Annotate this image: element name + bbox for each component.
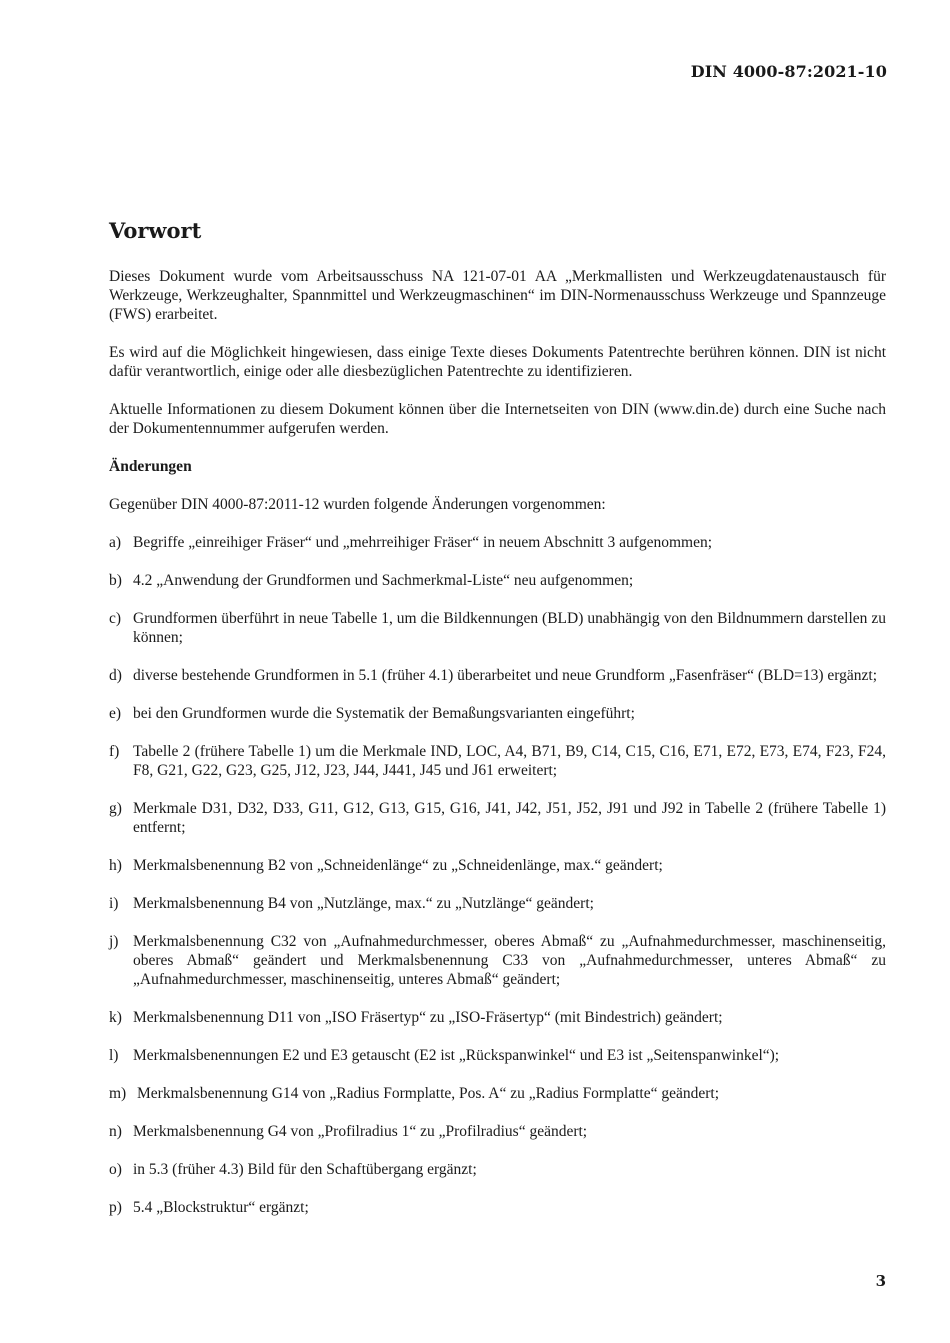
list-item-marker: d) <box>109 667 122 684</box>
list-item <box>109 1046 886 1065</box>
list-item <box>109 704 886 723</box>
list-item-marker: g) <box>109 800 122 817</box>
list-item-marker: c) <box>109 610 122 627</box>
list-item-text: Begriffe „einreihiger Fräser“ und „mehrreihiger Fräser“ in neuem Abschnitt 3 aufgenommen; <box>133 534 713 551</box>
list-item-text: Merkmale D31, D32, D33, G11, G12, G13, G15, G16, J41, J42, J51, J52, J91 und J92 in Tabelle 2 (frühere Tabelle 1) entfernt; <box>133 800 886 836</box>
list-item-marker: k) <box>109 1009 122 1026</box>
list-item-marker: e) <box>109 705 122 722</box>
list-item <box>109 1198 886 1217</box>
list-item-marker: i) <box>109 895 119 912</box>
list-item <box>109 932 886 989</box>
changes-list <box>109 533 886 1217</box>
list-item-marker: f) <box>109 743 120 760</box>
list-item-text: Merkmalsbenennung G14 von „Radius Formplatte, Pos. A“ zu „Radius Formplatte“ geändert; <box>137 1085 719 1102</box>
list-item-text: 4.2 „Anwendung der Grundformen und Sachmerkmal-Liste“ neu aufgenommen; <box>133 572 634 589</box>
list-item-text: Merkmalsbenennung C32 von „Aufnahmedurchmesser, oberes Abmaß“ zu „Aufnahmedurchmesser, maschinenseitig, oberes Abmaß“ geändert und Merkmalsbenennung C33 von „Aufnahmedurchmesser, unteres Abmaß“ zu „Aufnahmedurchmesser, maschinenseitig, unteres Abmaß“ geändert; <box>133 933 886 988</box>
list-item-text: diverse bestehende Grundformen in 5.1 (früher 4.1) überarbeitet und neue Grundform „Fasenfräser“ (BLD=13) ergänzt; <box>133 667 877 684</box>
list-item <box>109 742 886 780</box>
changes-heading: Änderungen <box>109 458 192 475</box>
list-item-text: Grundformen überführt in neue Tabelle 1, um die Bildkennungen (BLD) unabhängig von den Bildnummern darstellen zu können; <box>133 610 886 646</box>
changes-intro: Gegenüber DIN 4000-87:2011-12 wurden folgende Änderungen vorgenommen: <box>109 496 606 513</box>
list-item-text: bei den Grundformen wurde die Systematik der Bemaßungsvarianten eingeführt; <box>133 705 635 722</box>
list-item-marker: n) <box>109 1123 122 1140</box>
list-item <box>109 1160 886 1179</box>
list-item-marker: h) <box>109 857 122 874</box>
list-item-text: Merkmalsbenennung D11 von „ISO Fräsertyp“ zu „ISO-Fräsertyp“ (mit Bindestrich) geändert; <box>133 1009 723 1026</box>
list-item-marker: b) <box>109 572 122 589</box>
list-item <box>109 799 886 837</box>
page-content <box>109 216 886 1236</box>
list-item <box>109 571 886 590</box>
list-item-marker: a) <box>109 534 122 551</box>
list-item-marker: o) <box>109 1161 122 1178</box>
foreword-paragraph: Es wird auf die Möglichkeit hingewiesen, dass einige Texte dieses Dokuments Patentrechte berühren können. DIN ist nicht dafür verantwortlich, einige oder alle diesbezüglichen Patentrechte zu identifizieren. <box>109 344 886 380</box>
list-item-marker: m) <box>109 1085 127 1102</box>
list-item <box>109 533 886 552</box>
list-item-text: in 5.3 (früher 4.3) Bild für den Schaftübergang ergänzt; <box>133 1161 477 1178</box>
list-item-marker: p) <box>109 1199 122 1216</box>
list-item-text: Merkmalsbenennung B2 von „Schneidenlänge“ zu „Schneidenlänge, max.“ geändert; <box>133 857 663 874</box>
list-item <box>109 894 886 913</box>
list-item-marker: l) <box>109 1047 119 1064</box>
foreword-title: Vorwort <box>109 218 202 243</box>
list-item <box>109 609 886 647</box>
list-item-marker: j) <box>109 933 119 950</box>
list-item-text: Merkmalsbenennungen E2 und E3 getauscht (E2 ist „Rückspanwinkel“ und E3 ist „Seitenspanwinkel“); <box>133 1047 780 1064</box>
list-item-text: Merkmalsbenennung B4 von „Nutzlänge, max.“ zu „Nutzlänge“ geändert; <box>133 895 594 912</box>
list-item <box>109 666 886 685</box>
list-item <box>109 1122 886 1141</box>
page-number: 3 <box>875 1272 886 1290</box>
foreword-paragraph: Dieses Dokument wurde vom Arbeitsausschuss NA 121-07-01 AA „Merkmallisten und Werkzeugdatenaustausch für Werkzeuge, Werkzeughalter, Spannmittel und Werkzeugmaschinen“ im DIN-Normenausschuss Werkzeuge und Spannzeuge (FWS) erarbeitet. <box>109 268 886 323</box>
list-item <box>109 1008 886 1027</box>
list-item <box>109 1084 886 1103</box>
list-item-text: Tabelle 2 (frühere Tabelle 1) um die Merkmale IND, LOC, A4, B71, B9, C14, C15, C16, E71, E72, E73, E74, F23, F24, F8, G21, G22, G23, G25, J12, J23, J44, J441, J45 und J61 erweitert; <box>133 743 886 779</box>
list-item <box>109 856 886 875</box>
list-item-text: 5.4 „Blockstruktur“ ergänzt; <box>133 1199 309 1216</box>
foreword-paragraph: Aktuelle Informationen zu diesem Dokument können über die Internetseiten von DIN (www.din.de) durch eine Suche nach der Dokumentennummer aufgerufen werden. <box>109 401 886 437</box>
list-item-text: Merkmalsbenennung G4 von „Profilradius 1“ zu „Profilradius“ geändert; <box>133 1123 588 1140</box>
document-id-header: DIN 4000-87:2021-10 <box>690 62 887 81</box>
